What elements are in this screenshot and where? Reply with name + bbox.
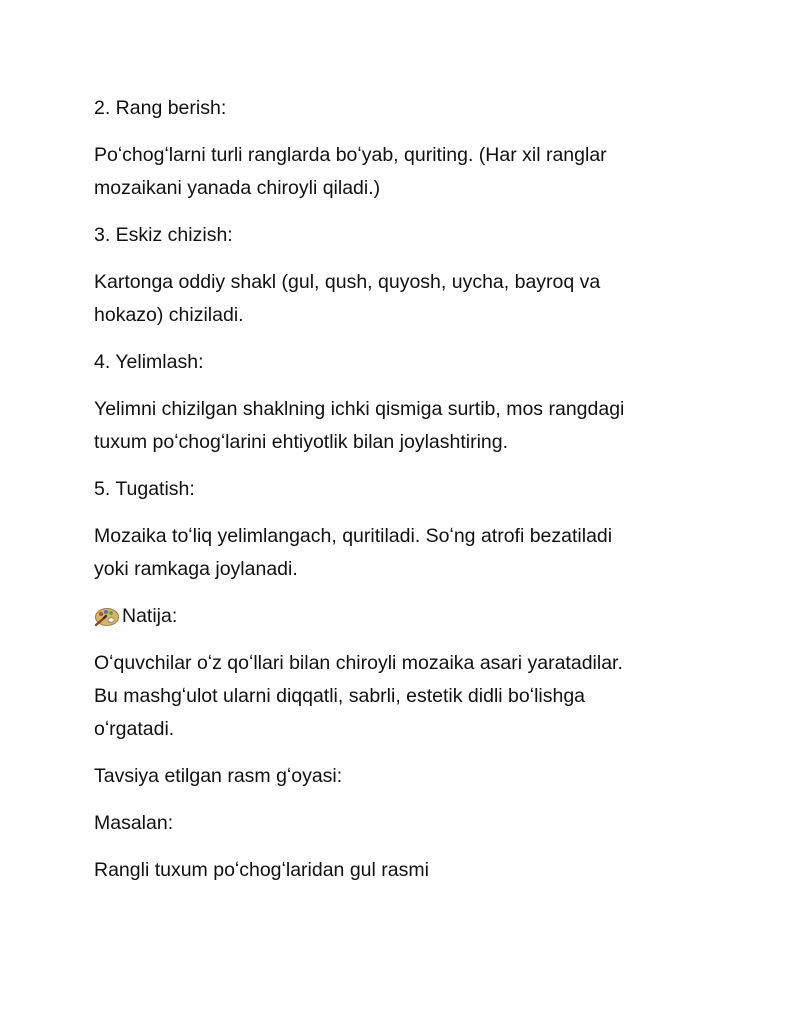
result-heading	[94, 600, 714, 633]
section-body-tugatish	[94, 520, 714, 586]
section-heading-tugatish: 5. Tugatish:	[94, 478, 195, 500]
result-heading-label: Natija:	[122, 605, 178, 627]
body-line: hokazo) chiziladi.	[94, 304, 244, 326]
example-label: Masalan:	[94, 812, 174, 834]
section-body-yelimlash	[94, 393, 714, 459]
section-body-eskiz-chizish	[94, 266, 714, 332]
body-line: Mozaika toʻliq yelimlangach, quritiladi. Soʻng atrofi bezatiladi	[94, 525, 613, 547]
idea-heading: Tavsiya etilgan rasm gʻoyasi:	[94, 765, 343, 787]
body-line: mozaikani yanada chiroyli qiladi.)	[94, 177, 381, 199]
section-heading-yelimlash: 4. Yelimlash:	[94, 351, 204, 373]
body-line: Poʻchogʻlarni turli ranglarda boʻyab, quriting. (Har xil ranglar	[94, 144, 607, 166]
body-line: tuxum poʻchogʻlarini ehtiyotlik bilan joylashtiring.	[94, 431, 509, 453]
body-line: Oʻquvchilar oʻz qoʻllari bilan chiroyli mozaika asari yaratadilar.	[94, 652, 623, 674]
section-heading-rang-berish: 2. Rang berish:	[94, 97, 227, 119]
section-heading-eskiz-chizish: 3. Eskiz chizish:	[94, 224, 233, 246]
body-line: oʻrgatadi.	[94, 718, 175, 740]
document-page	[94, 92, 714, 901]
body-line: Kartonga oddiy shakl (gul, qush, quyosh, uycha, bayroq va	[94, 271, 601, 293]
example-text: Rangli tuxum poʻchogʻlaridan gul rasmi	[94, 859, 429, 881]
section-body-rang-berish	[94, 139, 714, 205]
body-line: Yelimni chizilgan shaklning ichki qismiga surtib, mos rangdagi	[94, 398, 625, 420]
body-line: Bu mashgʻulot ularni diqqatli, sabrli, estetik didli boʻlishga	[94, 685, 586, 707]
artist-palette-icon	[94, 606, 120, 628]
body-line: yoki ramkaga joylanadi.	[94, 558, 298, 580]
result-body	[94, 647, 714, 746]
